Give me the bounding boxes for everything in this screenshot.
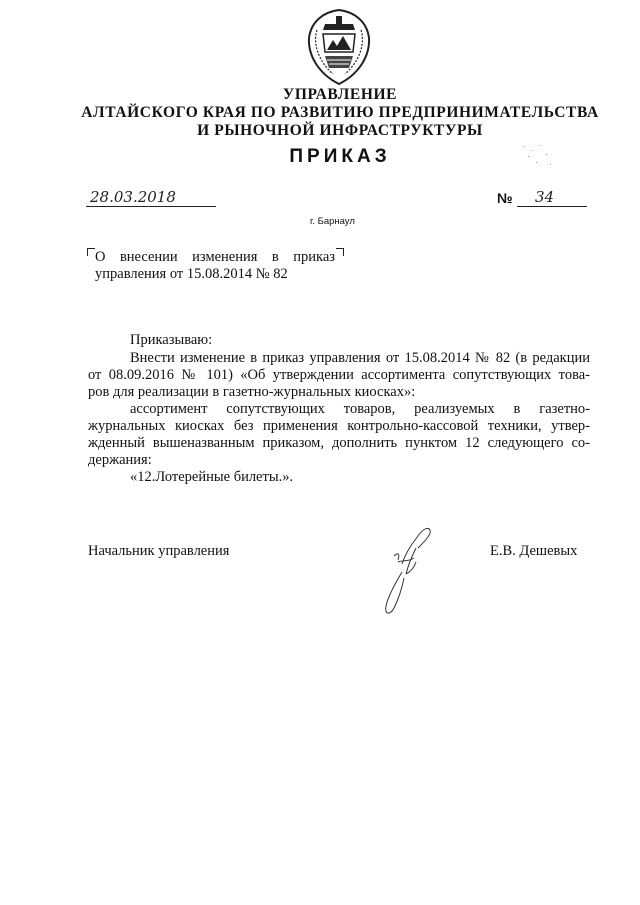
- document-type-title: ПРИКАЗ: [289, 146, 391, 167]
- org-name-line-1: УПРАВЛЕНИЕ: [282, 86, 398, 103]
- org-name-line-2: АЛТАЙСКОГО КРАЯ ПО РАЗВИТИЮ ПРЕДПРИНИМАТЕЛЬСТВА: [81, 104, 599, 121]
- subject-line-2: управления от 15.08.2014 № 82: [95, 266, 288, 282]
- para1-line-3: ров для реализации в газетно-журнальных киосках»:: [88, 384, 416, 400]
- signatory-name: Е.В. Дешевых: [490, 543, 578, 559]
- handwritten-signature: [372, 522, 452, 622]
- number-field: [517, 188, 587, 207]
- subject-bracket-left: [87, 248, 95, 256]
- coat-of-arms-emblem: [303, 8, 375, 86]
- subject-bracket-right: [336, 248, 344, 256]
- number-label: №: [497, 190, 513, 206]
- para2-line-4: держания:: [88, 452, 152, 468]
- para1-line-1: Внести изменение в приказ управления от 15.08.2014 № 82 (в редакции: [130, 350, 590, 366]
- para2-line-3: жденный вышеназванным приказом, дополнить пунктом 12 следующего со-: [88, 435, 590, 451]
- para3-new-item: «12.Лотерейные билеты.».: [130, 469, 294, 485]
- number-value: 34: [535, 188, 555, 206]
- para2-line-2: журнальных киосках без применения контрольно-кассовой техники, утвер-: [88, 418, 590, 434]
- para2-line-1: ассортимент сопутствующих товаров, реализуемых в газетно-: [130, 401, 590, 417]
- scan-noise: [518, 142, 558, 172]
- date-value: 28.03.2018: [90, 188, 176, 206]
- date-field: [86, 188, 216, 207]
- order-opening: Приказываю:: [130, 332, 213, 348]
- subject-line-1: О внесении изменения в приказ: [95, 249, 335, 265]
- para1-line-2: от 08.09.2016 № 101) «Об утверждении ассортимента сопутствующих това-: [88, 367, 590, 383]
- org-name-line-3: И РЫНОЧНОЙ ИНФРАСТРУКТУРЫ: [197, 122, 483, 139]
- signatory-position: Начальник управления: [88, 543, 230, 559]
- city: г. Барнаул: [310, 216, 355, 227]
